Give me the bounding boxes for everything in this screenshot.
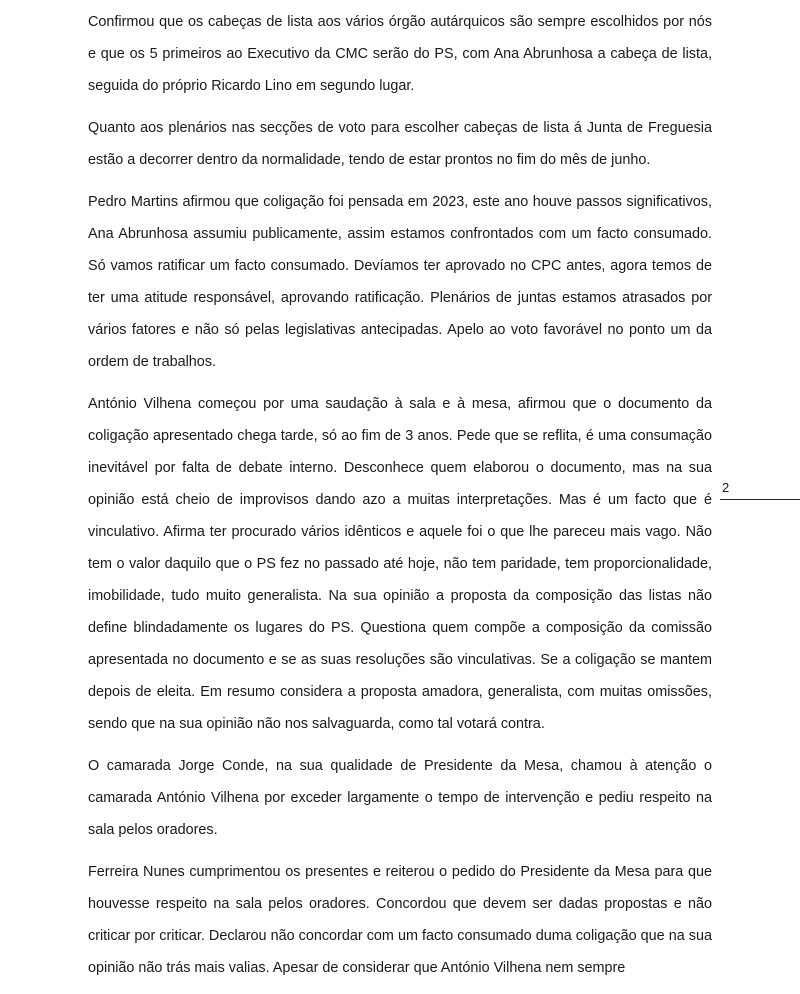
paragraph-3: Pedro Martins afirmou que coligação foi pensada em 2023, este ano houve passos significativos, Ana Abrunhosa assumiu publicamente, assim estamos confrontados com um facto consumado. Só vamos ratificar um facto consumado. Devíamos ter aprovado no CPC antes, agora temos de ter uma atitude responsável, aprovando ratificação. Plenários de juntas estamos atrasados por vários fatores e não só pelas legislativas antecipadas. Apelo ao voto favorável no ponto um da ordem de trabalhos. [88, 194, 712, 370]
paragraph-5: O camarada Jorge Conde, na sua qualidade de Presidente da Mesa, chamou à atenção o camarada António Vilhena por exceder largamente o tempo de intervenção e pediu respeito na sala pelos oradores. [88, 758, 712, 838]
paragraph-6: Ferreira Nunes cumprimentou os presentes e reiterou o pedido do Presidente da Mesa para que houvesse respeito na sala pelos oradores. Concordou que devem ser dadas propostas e não criticar por criticar. Declarou não concordar com um facto consumado duma coligação que na sua opinião não trás mais valias. Apesar de considerar que António Vilhena nem sempre [88, 864, 712, 976]
page-number-rule [720, 499, 800, 500]
paragraph-2: Quanto aos plenários nas secções de voto para escolher cabeças de lista á Junta de Freguesia estão a decorrer dentro da normalidade, tendo de estar prontos no fim do mês de junho. [88, 120, 712, 168]
paragraph-1: Confirmou que os cabeças de lista aos vários órgão autárquicos são sempre escolhidos por nós e que os 5 primeiros ao Executivo da CMC serão do PS, com Ana Abrunhosa a cabeça de lista, seguida do próprio Ricardo Lino em segundo lugar. [88, 14, 712, 94]
paragraph-4: António Vilhena começou por uma saudação à sala e à mesa, afirmou que o documento da coligação apresentado chega tarde, só ao fim de 3 anos. Pede que se reflita, é uma consumação inevitável por falta de debate interno. Desconhece quem elaborou o documento, mas na sua opinião está cheio de improvisos dando azo a muitas interpretações. Mas é um facto que é vinculativo. Afirma ter procurado vários idênticos e aquele foi o que lhe pareceu mais vago. Não tem o valor daquilo que o PS fez no passado até hoje, não tem paridade, tem proporcionalidade, imobilidade, tudo muito generalista. Na sua opinião a proposta da composição das listas não define blindadamente os lugares do PS. Questiona quem compõe a composição da comissão apresentada no documento e se as suas resoluções são vinculativas. Se a coligação se mantem depois de eleita. Em resumo considera a proposta amadora, generalista, com muitas omissões, sendo que na sua opinião não nos salvaguarda, como tal votará contra. [88, 396, 712, 732]
document-body [88, 6, 712, 994]
page-number: 2 [722, 480, 730, 495]
